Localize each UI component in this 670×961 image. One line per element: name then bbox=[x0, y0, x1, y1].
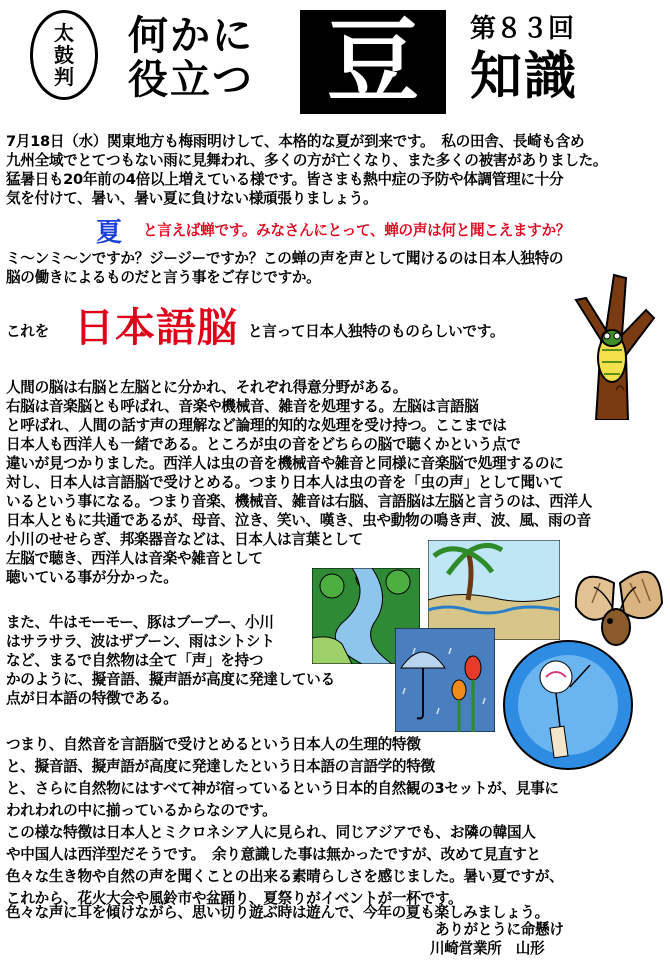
body-line: 左脳で聴き、西洋人は音楽や雑音として bbox=[6, 550, 263, 567]
intro-line: 7月18日（水）関東地方も梅雨明けして、本格的な夏が到来です。 私の田舎、長崎も含め bbox=[6, 133, 585, 150]
beach-palm-illustration bbox=[428, 540, 560, 640]
onomatopoeia-line: など、まるで自然物は全て「声」を持つ bbox=[6, 652, 264, 669]
seal-stamp bbox=[30, 10, 98, 100]
conclusion-line: これから、花火大会や風鈴市や盆踊り、夏祭りがイベントが一杯です。 bbox=[6, 890, 463, 907]
cicada-question: と言えば蝉です。みなさんにとって、蝉の声は何と聞こえますか？ bbox=[143, 222, 571, 239]
body-line: 聴いている事が分かった。 bbox=[6, 569, 178, 586]
title-left bbox=[128, 14, 254, 102]
onomatopoeia-line: 点が日本語の特徴である。 bbox=[6, 690, 178, 707]
body-line: 右脳は音楽脳とも呼ばれ、音楽や機械音、雑音を処理する。左脳は言語脳 bbox=[6, 398, 479, 415]
cicada-icon bbox=[598, 330, 626, 382]
conclusion-line: 色々な生き物や自然の声を聞くことの出来る素晴らしさを感じました。暑い夏ですが、 bbox=[6, 868, 564, 885]
signoff-author: 川崎営業所 山形 bbox=[430, 940, 545, 957]
kore-wo-label: これを bbox=[6, 323, 49, 340]
conclusion-line: この様な特徴は日本人とミクロネシア人に見られ、同じアジアでも、お隣の韓国人 bbox=[6, 824, 536, 841]
rain-umbrella-illustration bbox=[395, 628, 495, 732]
nihongo-noh-heading: 日本語脳 bbox=[74, 305, 238, 351]
issue-number: 第８３回 bbox=[470, 14, 575, 44]
signoff-motto: ありがとうに命懸け bbox=[435, 921, 564, 938]
cicada-tree-illustration bbox=[556, 270, 666, 420]
wind-chime-illustration bbox=[500, 637, 636, 773]
title-line1: 何かに bbox=[128, 13, 254, 59]
intro-line: 気を付けて、暑い、暑い夏に負けない様頑張りましょう。 bbox=[6, 190, 378, 207]
conclusion-line: つまり、自然音を言語脳で受けとめるという日本人の生理的特徴 bbox=[6, 736, 421, 753]
chishiki-title: 知識 bbox=[470, 47, 579, 107]
conclusion-line: われわれの中に揃っているからなのです。 bbox=[6, 802, 277, 819]
body-line: 日本人ともに共通であるが、母音、泣き、笑い、嘆き、虫や動物の鳴き声、波、風、雨の音 bbox=[6, 512, 591, 529]
body-line: 日本人も西洋人も一緒である。ところが虫の音をどちらの脳で聴くかという点で bbox=[6, 436, 521, 453]
body-line: と呼ばれ、人間の話す声の理解など論理的知的な処理を受け持つ。ここまでは bbox=[6, 417, 507, 434]
body-line: 対し、日本人は言語脳で受けとめる。つまり日本人は虫の音を「虫の声」として聞いて bbox=[6, 474, 564, 491]
seal-char: 鼓 bbox=[54, 43, 74, 67]
onomatopoeia-line: また、牛はモーモー、豚はブーブー、小川 bbox=[6, 614, 274, 631]
conclusion-line: 色々な声に耳を傾けながら、思い切り遊ぶ時は遊んで、今年の夏も楽しみましょう。 bbox=[6, 904, 549, 921]
cicada-text-line: 脳の働きによるものだと言う事をご存じですか。 bbox=[6, 269, 321, 286]
title-line2: 役立つ bbox=[128, 57, 254, 103]
body-line: いるという事になる。つまり音楽、機械音、雑音は右脳、言語脳は左脳と言うのは、西洋人 bbox=[6, 493, 593, 510]
body-line: 小川のせせらぎ、邦楽器音などは、日本人は言葉として bbox=[6, 531, 363, 548]
onomatopoeia-line: はサラサラ、波はザブーン、雨はシトシト bbox=[6, 633, 275, 650]
seal-char: 太 bbox=[54, 21, 74, 45]
conclusion-line: と、擬音語、擬声語が高度に発達したという日本語の言語学的特徴 bbox=[6, 758, 435, 775]
conclusion-line: と、さらに自然物にはすべて神が宿っているという日本的自然観の3セットが、見事に bbox=[6, 780, 559, 797]
body-line: 違いが見つかりました。西洋人は虫の音を機械音や雑音と同様に音楽脳で処理するのに bbox=[6, 455, 564, 472]
body-line: 人間の脳は右脳と左脳とに分かれ、それぞれ得意分野がある。 bbox=[6, 379, 408, 396]
mame-char: 豆 bbox=[326, 8, 419, 115]
natsu-heading: 夏 bbox=[96, 218, 123, 248]
onomatopoeia-line: かのように、擬音語、擬声語が高度に発達している bbox=[6, 671, 335, 688]
seal-char: 判 bbox=[54, 65, 74, 89]
conclusion-line: や中国人は西洋型だそうです。 余り意識した事は無かったですが、改めて見直すと bbox=[6, 846, 541, 863]
intro-line: 九州全域でとてつもない雨に見舞われ、多くの方が亡くなり、また多くの被害がありました。 bbox=[6, 152, 608, 169]
intro-line: 猛暑日も20年前の4倍以上増えている様です。皆さまも熱中症の予防や体調管理に十分 bbox=[6, 171, 564, 188]
cicada-text-line: ミ～ンミ～ンですか？ジージーですか？この蝉の声を声として聞けるのは日本人独特の bbox=[6, 250, 564, 267]
mame-box bbox=[300, 10, 446, 114]
nihongo-noh-suffix: と言って日本人独特のものらしいです。 bbox=[248, 323, 505, 340]
